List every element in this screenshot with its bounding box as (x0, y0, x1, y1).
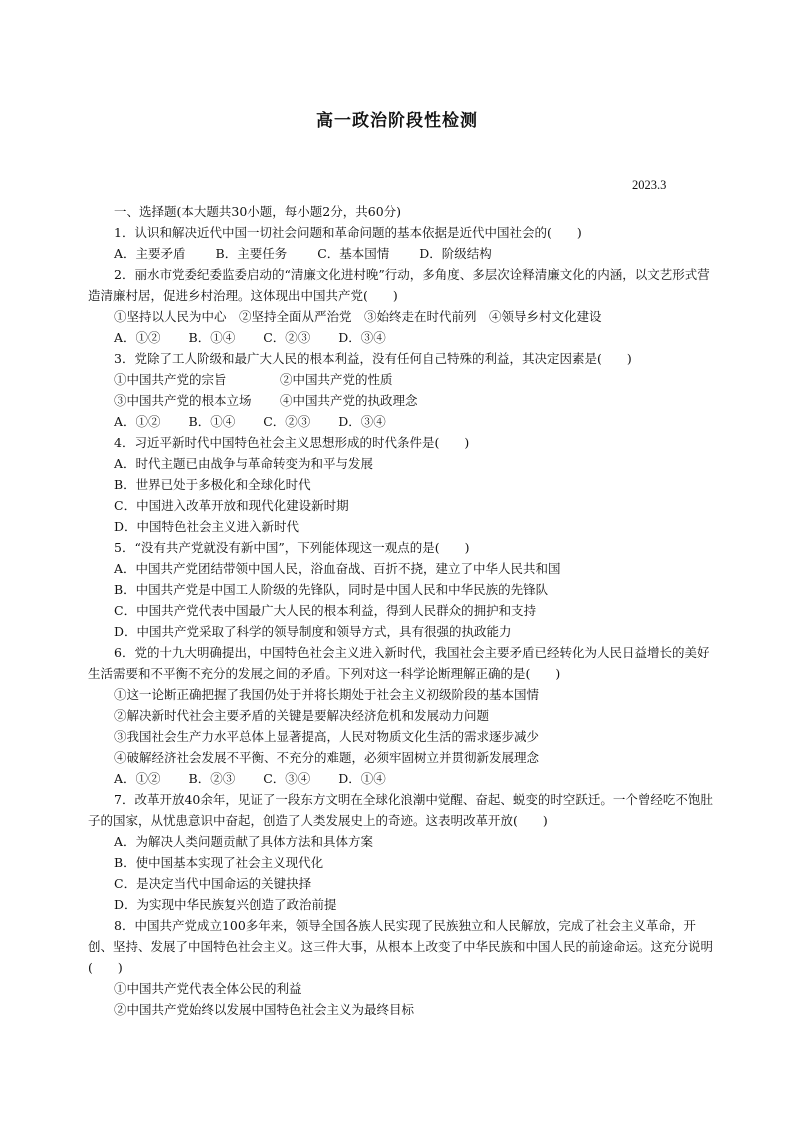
option-b: B．②③ (188, 771, 236, 786)
question-5-option-a: A．中国共产党团结带领中国人民，浴血奋战、百折不挠，建立了中华人民共和国 (114, 561, 561, 576)
question-8-stem: 8．中国共产党成立100多年来，领导全国各族人民实现了民族独立和人民解放，完成了社会主义革命，开创、坚持、发展了中国特色社会主义。这三件大事，从根本上改变了中华民族和中国人民的前途命运。这充分说明( ) (88, 918, 714, 975)
item-2: ②中国共产党的性质 (280, 372, 393, 387)
question-4-option-b: B．世界已处于多极化和全球化时代 (114, 477, 311, 492)
exam-date: 2023.3 (632, 178, 667, 192)
question-4-option-c: C．中国进入改革开放和现代化建设新时期 (114, 498, 349, 513)
question-4-option-a: A．时代主题已由战争与革命转变为和平与发展 (114, 456, 374, 471)
question-5-stem: 5．“没有共产党就没有新中国”，下列能体现这一观点的是( ) (114, 540, 470, 555)
option-c: C．③④ (263, 771, 311, 786)
question-7-stem: 7．改革开放40余年，见证了一段东方文明在全球化浪潮中觉醒、奋起、蜕变的时空跃迁。一个曾经吃不饱肚子的国家，从忧患意识中奋起，创造了人类发展史上的奇迹。这表明改革开放( ) (88, 792, 713, 828)
option-d: D．③④ (338, 414, 386, 429)
question-6-item-3: ③我国社会生产力水平总体上显著提高，人民对物质文化生活的需求逐步减少 (114, 729, 540, 744)
option-c: C．基本国情 (317, 246, 390, 261)
question-7-option-c: C．是决定当代中国命运的关键抉择 (114, 876, 312, 891)
option-b: B．①④ (188, 414, 236, 429)
question-1-stem: 1．认识和解决近代中国一切社会问题和革命问题的基本依据是近代中国社会的( ) (114, 225, 582, 240)
option-b: B．主要任务 (215, 246, 288, 261)
question-3-items-row2 (88, 390, 714, 411)
option-d: D．阶级结构 (419, 246, 492, 261)
page-title: 高一政治阶段性检测 (316, 111, 478, 131)
question-7-option-b: B．使中国基本实现了社会主义现代化 (114, 855, 324, 870)
option-a: A．主要矛盾 (114, 246, 186, 261)
option-a: A．①② (114, 771, 161, 786)
option-a: A．①② (114, 330, 161, 345)
option-c: C．②③ (263, 330, 311, 345)
question-1-options (88, 243, 714, 264)
question-7-option-a: A．为解决人类问题贡献了具体方法和具体方案 (114, 834, 374, 849)
question-3-stem: 3．党除了工人阶级和最广大人民的根本利益，没有任何自己特殊的利益，其决定因素是( ) (114, 351, 632, 366)
question-2-options (88, 327, 714, 348)
option-d: D．③④ (338, 330, 386, 345)
option-b: B．①④ (188, 330, 236, 345)
question-body (88, 201, 714, 1020)
option-d: D．①④ (338, 771, 386, 786)
question-6-item-4: ④破解经济社会发展不平衡、不充分的难题，必须牢固树立并贯彻新发展理念 (114, 750, 540, 765)
question-4-option-d: D．中国特色社会主义进入新时代 (114, 519, 300, 534)
question-5-option-c: C．中国共产党代表中国最广大人民的根本利益，得到人民群众的拥护和支持 (114, 603, 537, 618)
question-4-stem: 4．习近平新时代中国特色社会主义思想形成的时代条件是( ) (114, 435, 470, 450)
option-a: A．①② (114, 414, 161, 429)
question-6-item-2: ②解决新时代社会主要矛盾的关键是要解决经济危机和发展动力问题 (114, 708, 490, 723)
option-c: C．②③ (263, 414, 311, 429)
item-3: ③中国共产党的根本立场 (114, 393, 252, 408)
question-6-stem: 6．党的十九大明确提出，中国特色社会主义进入新时代，我国社会主要矛盾已经转化为人民日益增长的美好生活需要和不平衡不充分的发展之间的矛盾。下列对这一科学论断理解正确的是( ) (88, 645, 710, 681)
question-2-items: ①坚持以人民为中心 ②坚持全面从严治党 ③始终走在时代前列 ④领导乡村文化建设 (114, 309, 602, 324)
item-4: ④中国共产党的执政理念 (280, 393, 418, 408)
question-7-option-d: D．为实现中华民族复兴创造了政治前提 (114, 897, 337, 912)
question-8-item-2: ②中国共产党始终以发展中国特色社会主义为最终目标 (114, 1002, 415, 1017)
question-6-options (88, 768, 714, 789)
question-3-items-row1 (88, 369, 714, 390)
question-2-stem: 2．丽水市党委纪委监委启动的“清廉文化进村晚”行动，多角度、多层次诠释清廉文化的内涵，以文艺形式营造清廉村居，促进乡村治理。这体现出中国共产党( ) (88, 267, 710, 303)
question-6-item-1: ①这一论断正确把握了我国仍处于并将长期处于社会主义初级阶段的基本国情 (114, 687, 540, 702)
item-1: ①中国共产党的宗旨 (114, 372, 227, 387)
section-heading: 一、选择题(本大题共30小题，每小题2分，共60分) (114, 204, 402, 219)
question-8-item-1: ①中国共产党代表全体公民的利益 (114, 981, 302, 996)
question-5-option-b: B．中国共产党是中国工人阶级的先锋队，同时是中国人民和中华民族的先锋队 (114, 582, 549, 597)
question-3-options (88, 411, 714, 432)
question-5-option-d: D．中国共产党采取了科学的领导制度和领导方式，具有很强的执政能力 (114, 624, 512, 639)
